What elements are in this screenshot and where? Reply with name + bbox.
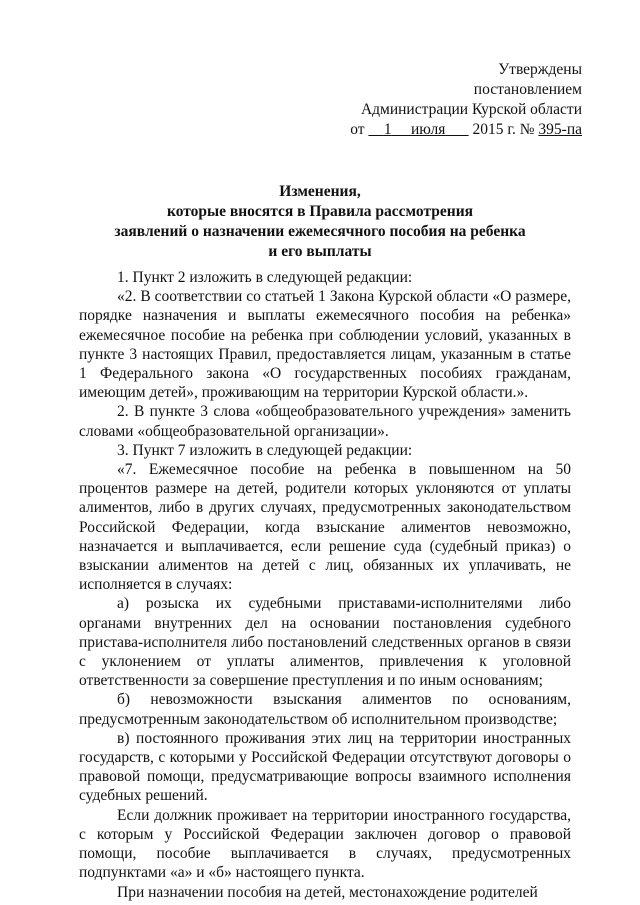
paragraph: б) невозможности взыскания алиментов по основаниям, предусмотренным законодательством об исполнительном производстве; (79, 691, 571, 728)
date-month-value: июля (411, 121, 446, 138)
approval-date-line (322, 120, 582, 140)
paragraph: 2. В пункте 3 слова «общеобразовательного учреждения» заменить словами «общеобразовательной организации». (79, 403, 571, 440)
document-body (79, 268, 571, 902)
date-day-value: 1 (383, 121, 392, 138)
paragraph: При назначении пособия на детей, местонахождение родителей (117, 883, 538, 901)
paragraph: Если должник проживает на территории иностранного государства, с которым у Российской Федерации заключен договор о правовой помощи, пособие выплачивается в случаях, предусмотренных подпунктами «а» и «б» настоящего пункта. (79, 806, 571, 882)
document-number: 395-па (538, 121, 582, 138)
approval-line-1: Утверждены (498, 61, 582, 78)
paragraph: «7. Ежемесячное пособие на ребенка в повышенном на 50 процентов размере на детей, родители которых уклоняются от уплаты алиментов, либо в других случаях, предусмотренных законодательством Российской Федерации, когда взыскание алиментов невозможно, назначается и выплачивается, если решение суда (судебный приказ) о взыскании алиментов на детей с лиц, обязанных их уплачивать, не исполняется в случаях: (79, 461, 571, 594)
approval-line-3: Администрации Курской области (360, 101, 582, 118)
date-year: 2015 г. № (472, 121, 535, 138)
approval-block (322, 60, 582, 140)
paragraph: а) розыска их судебными приставами-исполнителями либо органами внутренних дел на основании постановления судебного пристава-исполнителя либо постановлений следственных органов в связи с уклонением от уплаты алиментов, привлечения к уголовной ответственности за совершение преступления и по иным основаниям; (79, 595, 571, 690)
paragraph: в) постоянного проживания этих лиц на территории иностранных государств, с которыми у Российской Федерации отсутствуют договоры о правовой помощи, предусматривающие вопросы взаимного исполнения судебных решений. (79, 729, 571, 805)
title-line-2: которые вносятся в Правила рассмотрения (166, 203, 474, 220)
paragraph: 3. Пункт 7 изложить в следующей редакции: (117, 441, 413, 459)
title-line-3: заявлений о назначении ежемесячного пособия на ребенка (114, 223, 526, 240)
approval-line-2: постановлением (473, 81, 582, 98)
document-title (60, 182, 580, 262)
date-day (368, 121, 468, 138)
date-prefix: от (350, 121, 365, 138)
paragraph: «2. В соответствии со статьей 1 Закона Курской области «О размере, порядке назначения и выплаты ежемесячного пособия на ребенка» ежемесячное пособие на ребенка при соблюдении условий, указанных в пункте 3 настоящих Правил, предоставляется лицам, указанным в статье 1 Федерального закона «О государственных пособиях гражданам, имеющим детей», проживающим на территории Курской области.». (79, 288, 571, 402)
paragraph: 1. Пункт 2 изложить в следующей редакции: (117, 269, 413, 286)
title-line-1: Изменения, (279, 183, 361, 200)
title-line-4: и его выплаты (268, 243, 372, 260)
